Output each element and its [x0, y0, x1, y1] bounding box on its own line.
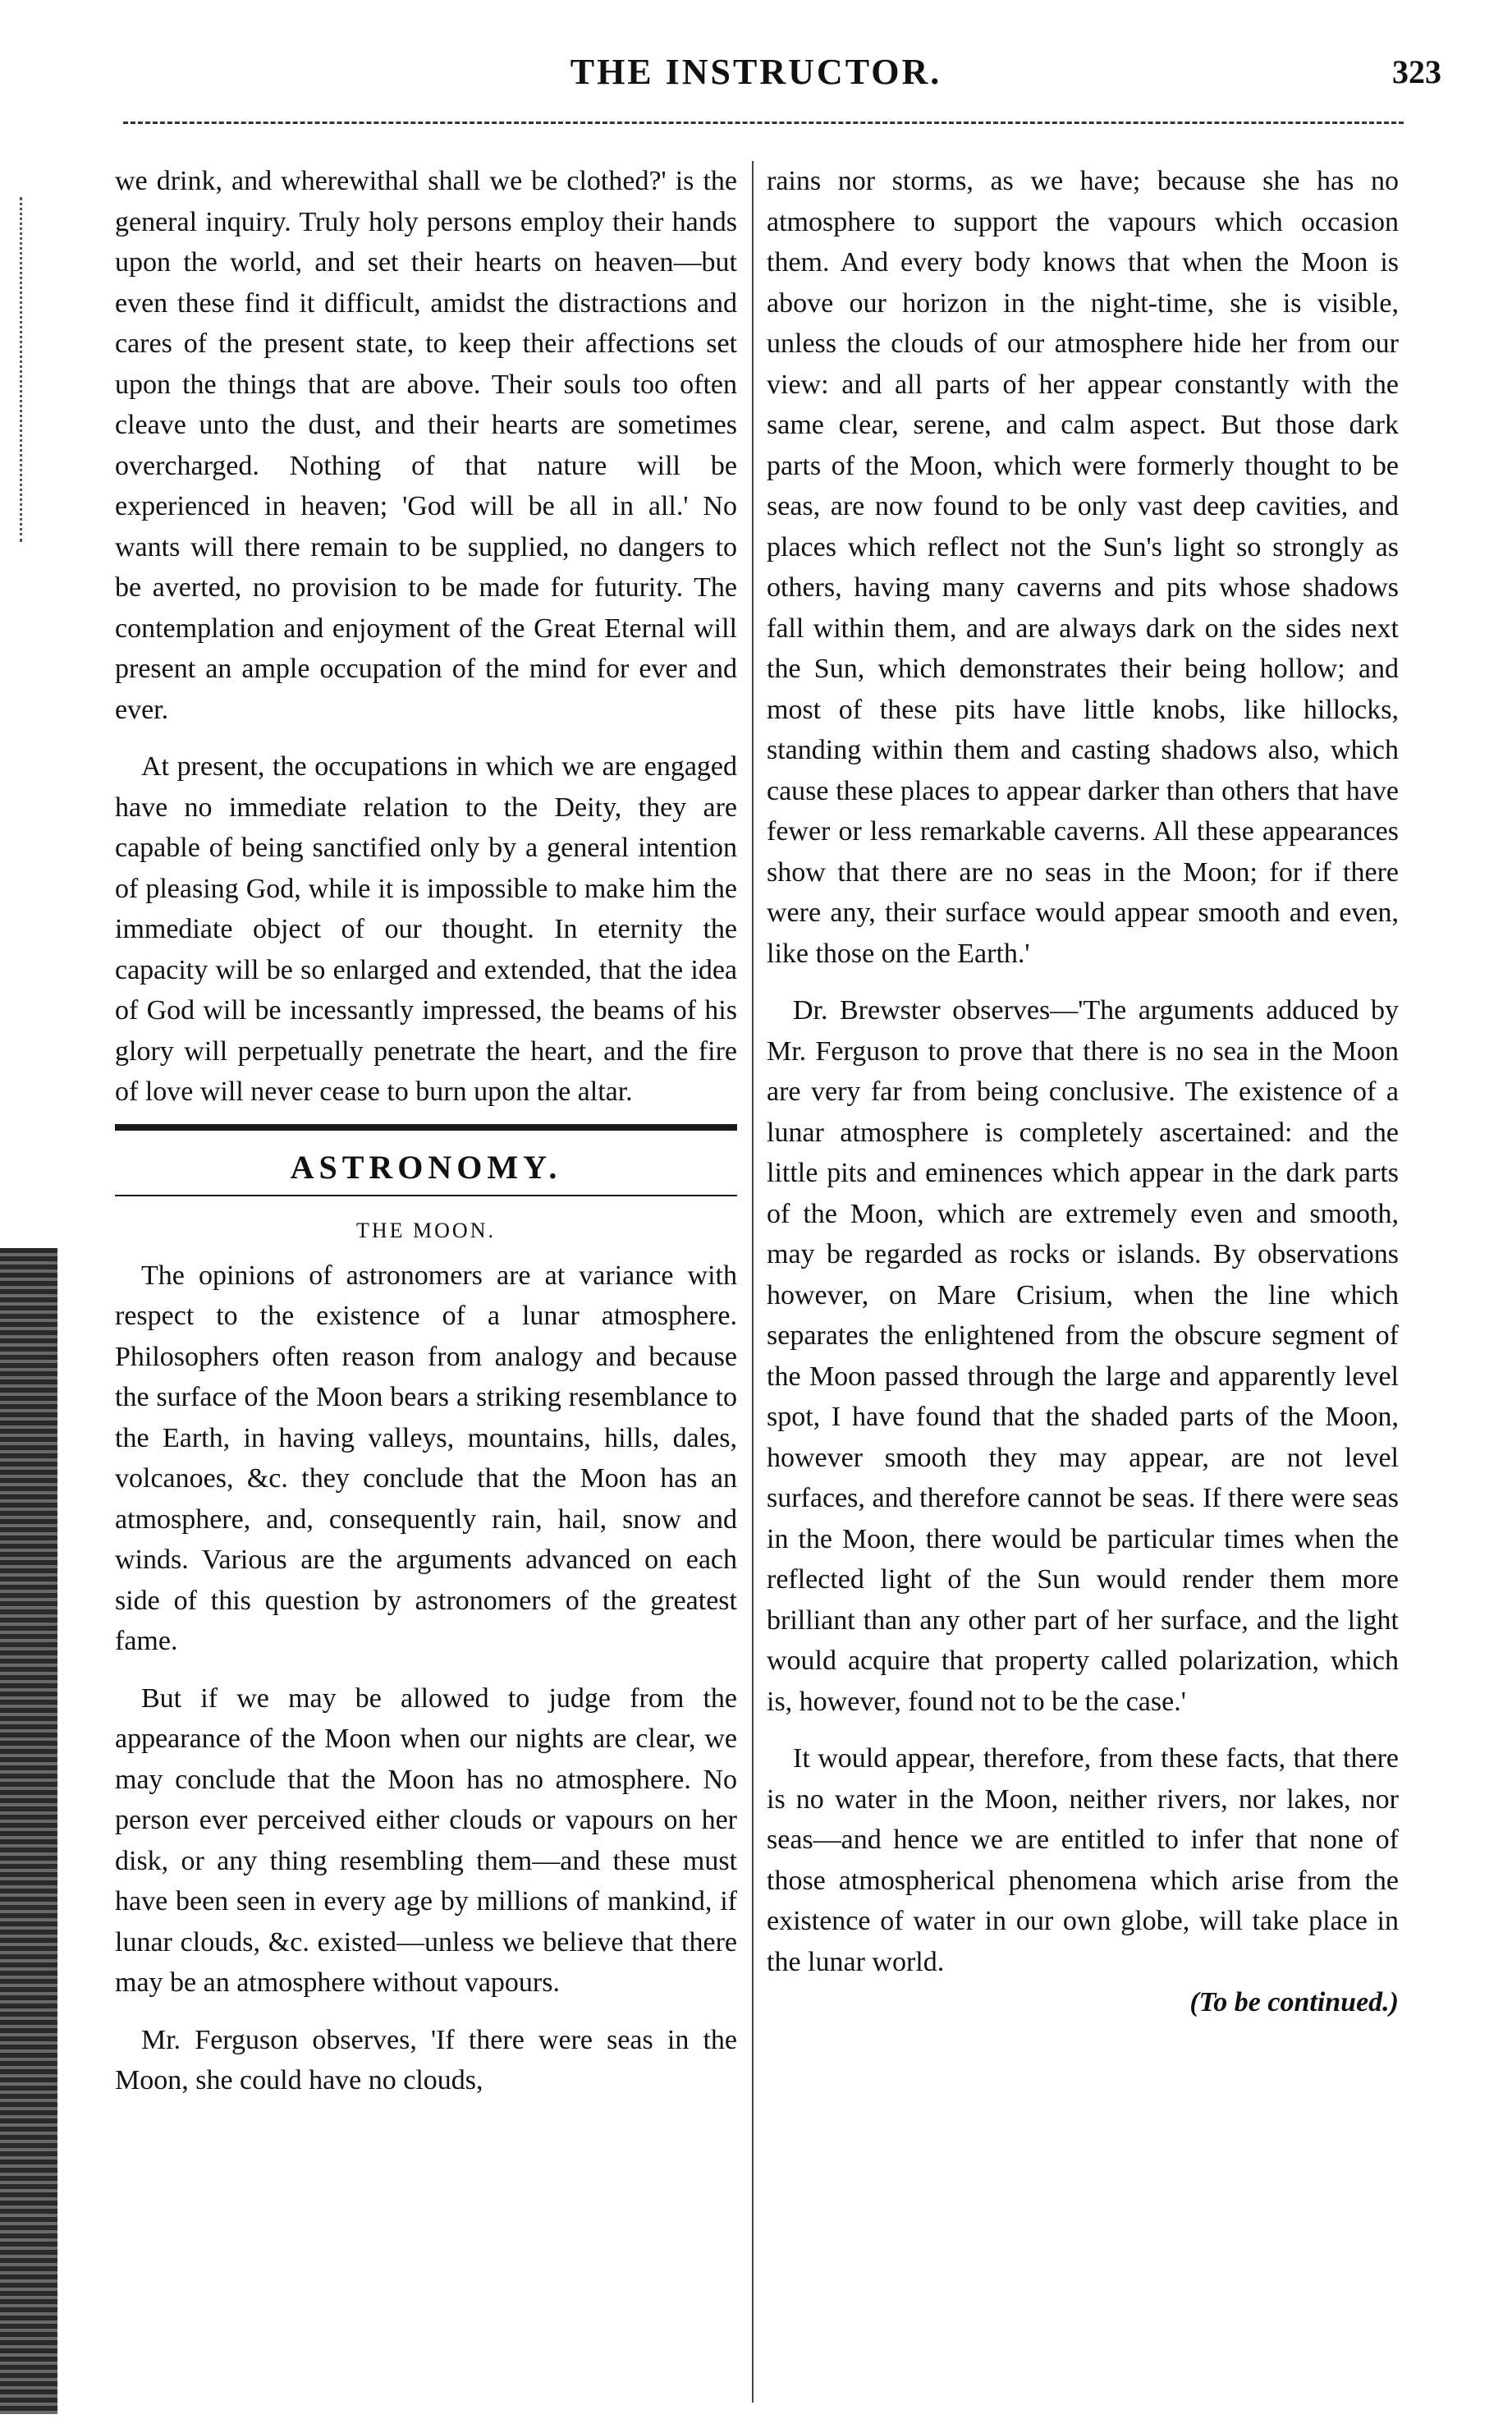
section-rule-bottom: [115, 1195, 737, 1196]
article-subtitle: THE MOON.: [356, 1218, 496, 1242]
left-paragraph-4: But if we may be allowed to judge from the appearance of the Moon when our nights are clear, we may conclude that the Moon has no atmosphere. No person ever perceived either clouds or vapours on her disk, or any thing resembling them—and these must have been seen in every age by millions of mankind, if lunar clouds, &c. existed—unless we believe that there may be an atmosphere without vapours.: [115, 1682, 737, 1998]
left-column: [115, 161, 737, 2101]
page-number: 323: [1392, 53, 1441, 90]
running-title: THE INSTRUCTOR.: [570, 52, 942, 92]
continued-note: (To be continued.): [1189, 1987, 1399, 2017]
running-head: [0, 51, 1512, 108]
left-paragraph-2: At present, the occupations in which we are engaged have no immediate relation to the Deity, they are capable of being sanctified only by a general intention of pleasing God, while it is impossible to make him the immediate object of our thought. In eternity the capacity will be so enlarged and extended, that the idea of God will be incessantly impressed, the beams of his glory will perpetually penetrate the heart, and the fire of love will never cease to burn upon the altar.: [115, 751, 737, 1107]
margin-specks: [20, 197, 34, 542]
right-paragraph-2: Dr. Brewster observes—'The arguments adduced by Mr. Ferguson to prove that there is no sea in the Moon are very far from being conclusive. The existence of a lunar atmosphere is completely ascertained: and the little pits and eminences which appear in the dark parts of the Moon, which are extremely even and smooth, may be regarded as rocks or islands. By observations however, on Mare Crisium, when the line which separates the enlightened from the obscure segment of the Moon passed through the large and apparently level spot, I have found that the shaded parts of the Moon, however smooth they may appear, are not level surfaces, and therefore cannot be seas. If there were seas in the Moon, there would be particular times when the reflected light of the Sun would render them more brilliant than any other part of her surface, and the light would acquire that property called polarization, which is, however, found not to be the case.': [767, 995, 1399, 1717]
section-title: ASTRONOMY.: [290, 1148, 562, 1186]
header-rule: [123, 122, 1404, 124]
right-paragraph-3: It would appear, therefore, from these facts, that there is no water in the Moon, neither rivers, nor lakes, nor seas—and hence we are entitled to infer that none of those atmospherical phenomena which arise from the existence of water in our own globe, will take place in the lunar world.: [767, 1743, 1399, 1977]
right-column: [767, 161, 1399, 2023]
column-divider: [752, 161, 754, 2403]
left-paragraph-5: Mr. Ferguson observes, 'If there were seas in the Moon, she could have no clouds,: [115, 2024, 737, 2095]
binding-edge: [0, 1248, 57, 2414]
right-paragraph-1: rains nor storms, as we have; because she has no atmosphere to support the vapours which occasion them. And every body knows that when the Moon is above our horizon in the night-time, she is visible, unless the clouds of our atmosphere hide her from our view: and all parts of her appear constantly with the same clear, serene, and calm aspect. But those dark parts of the Moon, which were formerly thought to be seas, are now found to be only vast deep cavities, and places which reflect not the Sun's light so strongly as others, having many caverns and pits whose shadows fall within them, and are always dark on the sides next the Sun, which demonstrates their being hollow; and most of these pits have little knobs, like hillocks, standing within them and casting shadows also, which cause these places to appear darker than others that have fewer or less remarkable caverns. All these appearances show that there are no seas in the Moon; for if there were any, their surface would appear smooth and even, like those on the Earth.': [767, 166, 1399, 969]
section-rule-top: [115, 1124, 737, 1131]
left-paragraph-3: The opinions of astronomers are at variance with respect to the existence of a lunar atmosphere. Philosophers often reason from analogy and because the surface of the Moon bears a striking resemblance to the Earth, in having valleys, mountains, hills, dales, volcanoes, &c. they conclude that the Moon has an atmosphere, and, consequently rain, hail, snow and winds. Various are the arguments advanced on each side of this question by astronomers of the greatest fame.: [115, 1260, 737, 1656]
left-paragraph-1: we drink, and wherewithal shall we be clothed?' is the general inquiry. Truly holy persons employ their hands upon the world, and set their hearts on heaven—but even these find it difficult, amidst the distractions and cares of the present state, to keep their affections set upon the things that are above. Their souls too often cleave unto the dust, and their hearts are sometimes overcharged. Nothing of that nature will be experienced in heaven; 'God will be all in all.' No wants will there remain to be supplied, no dangers to be averted, no provision to be made for futurity. The contemplation and enjoyment of the Great Eternal will present an ample occupation of the mind for ever and ever.: [115, 166, 737, 725]
section-heading-block: [115, 1124, 737, 1247]
